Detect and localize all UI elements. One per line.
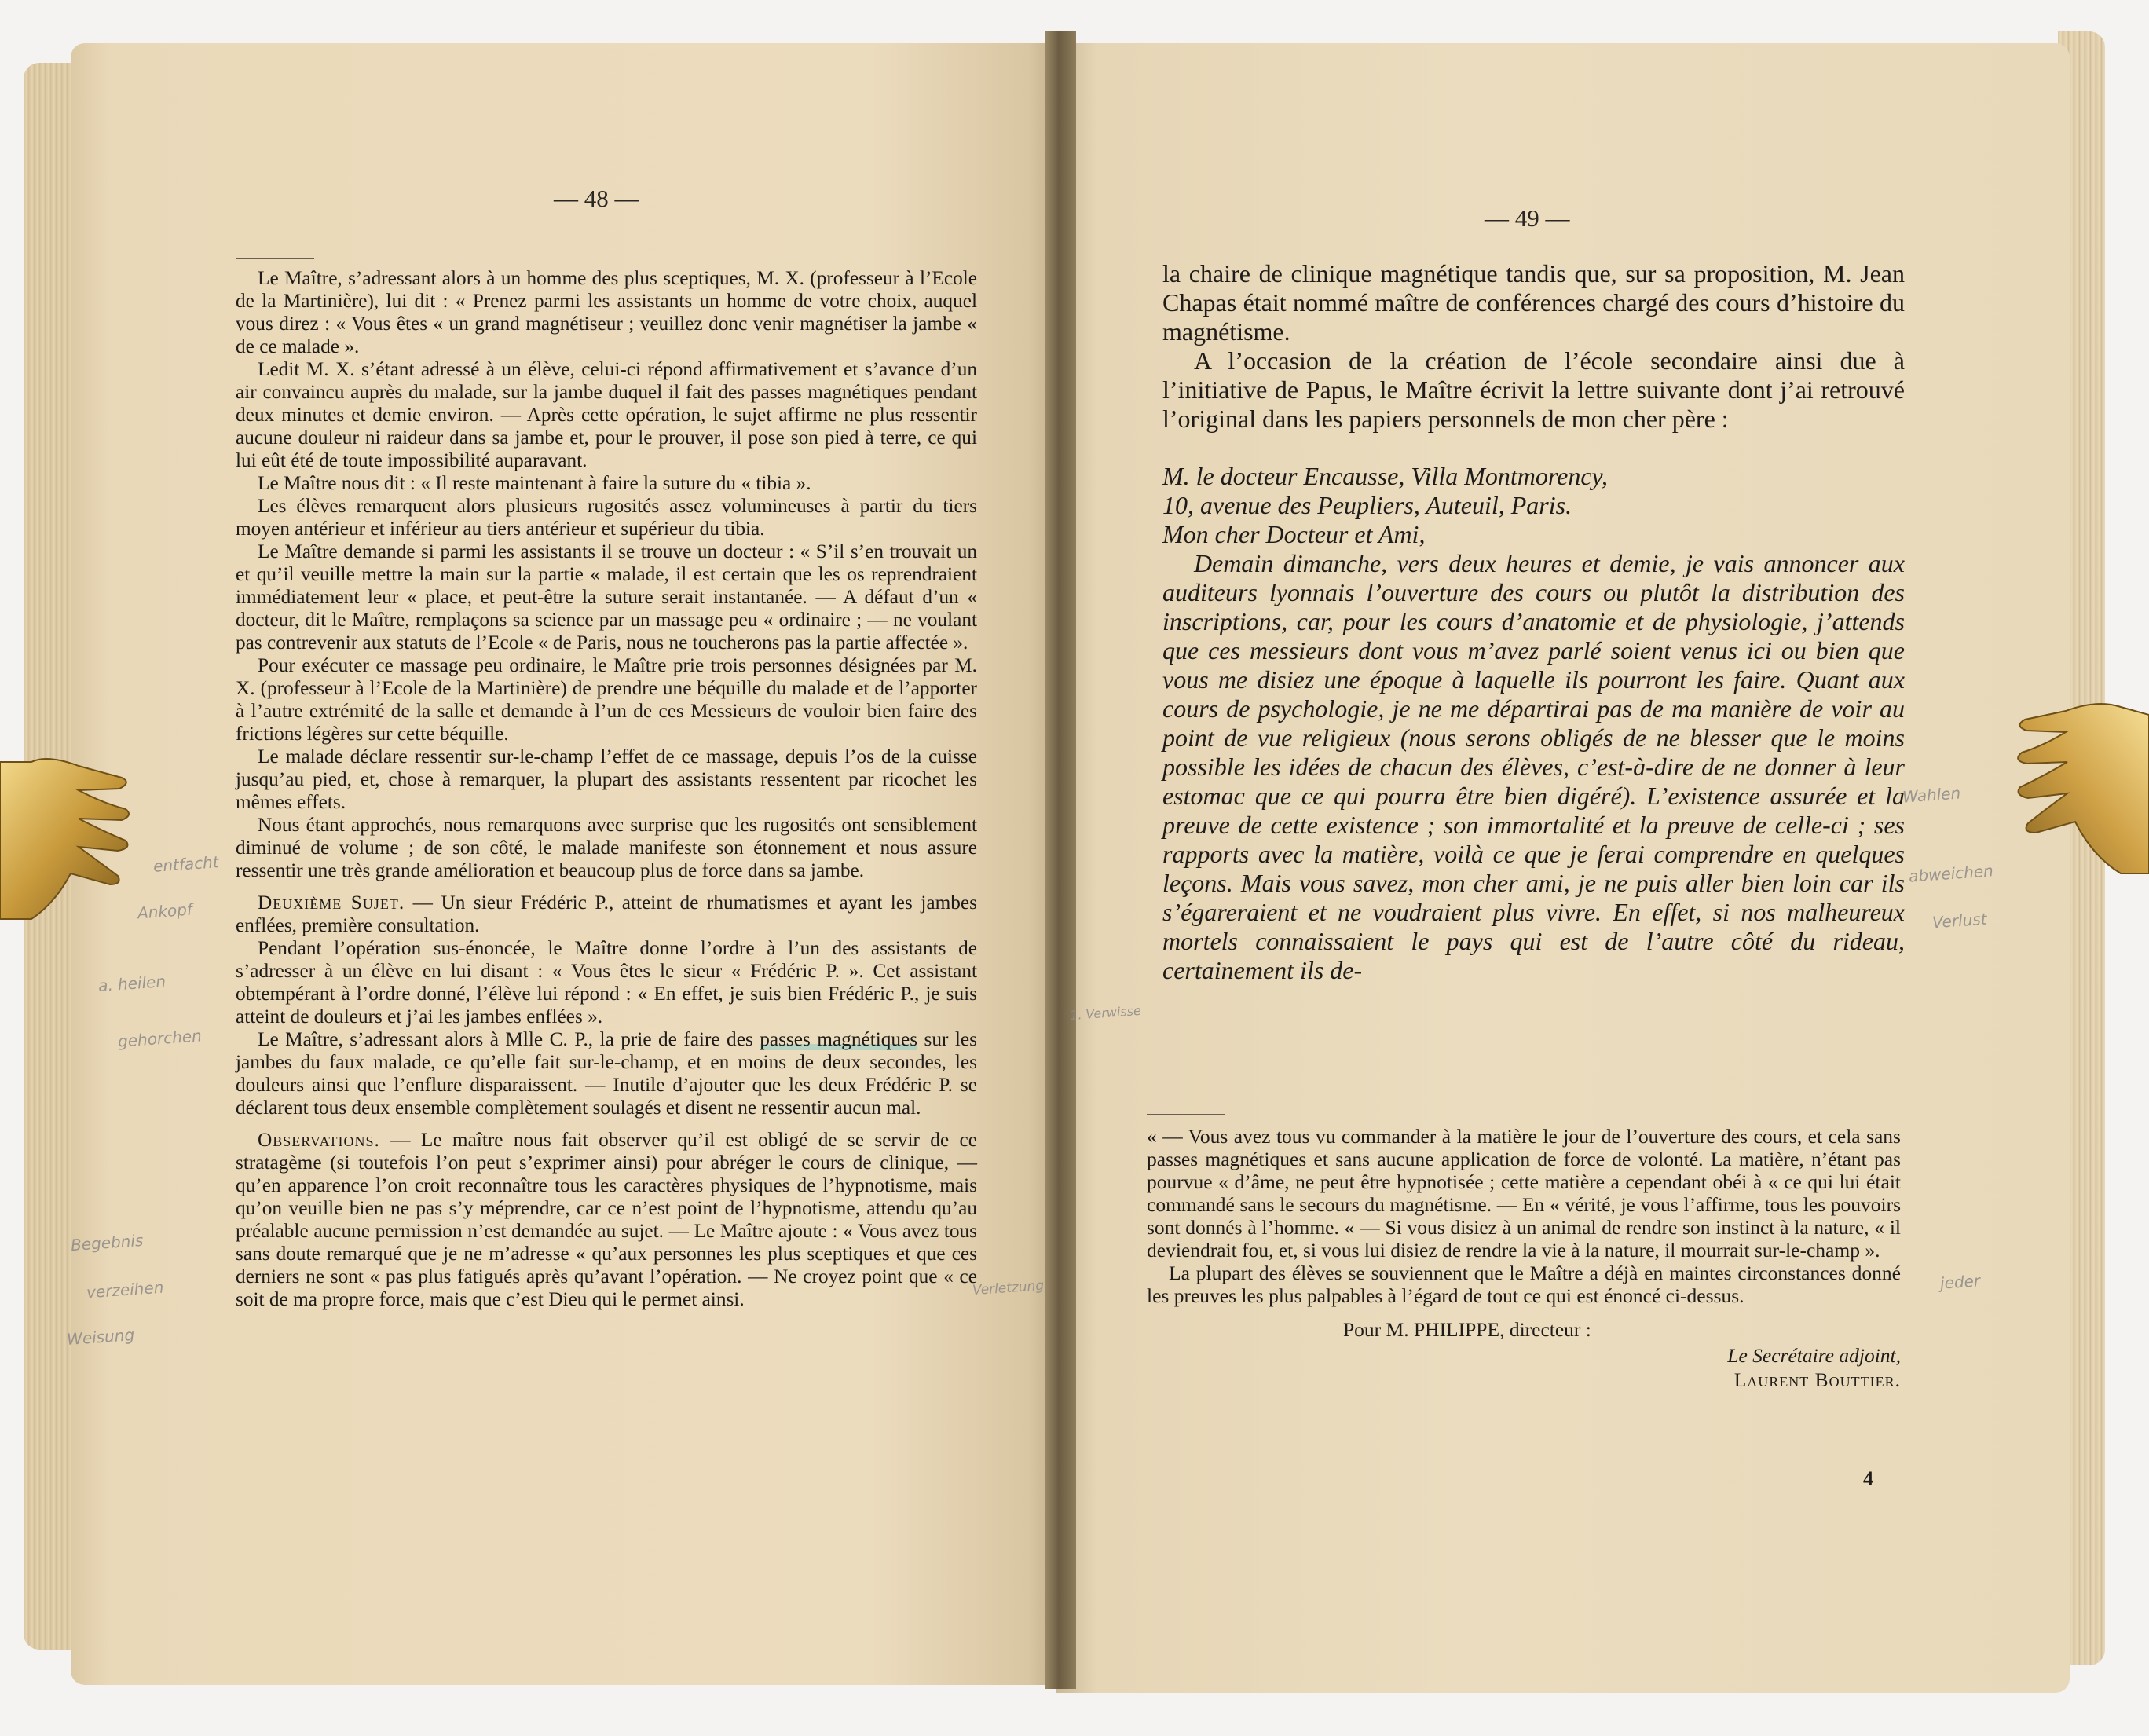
left-paragraph: Le Maître demande si parmi les assistants il se trouve un docteur : « S’il s’en trouvait un et qu’il veuille mettre la main sur la partie « malade, il est certain que les os reprendraient immédiatement leur « place, et peut-être la suture serait instantanée. — A défaut d’un « docteur, dit le Maître, remplaçons sa science par un massage peu « ordinaire ; — ne voulant pas contrevenir aux statuts de l’Ecole « de Paris, nous ne toucherons pas la partie affectée ».	[236, 540, 977, 654]
para-c-start: Le Maître, s’adressant alors à Mlle C. P., la prie de faire des	[258, 1028, 760, 1050]
second-subject-paragraph	[236, 892, 977, 937]
left-paragraph: Pendant l’opération sus-énoncée, le Maître donne l’ordre à l’un des assistants de s’adresser à un élève en lui disant : « Vous êtes le sieur « Frédéric P. ». Cet assistant obtempérant à l’ordre donné, l’élève lui répond : « En effet, je suis bien Frédéric P., je suis atteint de douleurs et j’ai les jambes enflées ».	[236, 937, 977, 1027]
observations-label: Observations.	[258, 1129, 380, 1151]
left-paragraph: Le malade déclare ressentir sur-le-champ l’effet de ce massage, depuis l’os de la cuisse jusqu’au pied, et, chose à remarquer, la plupart des assistants ressentent par ricochet les mêmes effets.	[236, 745, 977, 813]
pencil-note: verzeihen	[86, 1277, 165, 1302]
right-intro-2: A l’occasion de la création de l’école secondaire ainsi due à l’initiative de Papus, le Maître écrivit la lettre suivante dont j’ai retrouvé l’original dans les papiers personnels de mon cher père :	[1162, 346, 1905, 433]
observations-text: — Le maître nous fait observer qu’il est obligé de se servir de ce stratagème (si toutefois l’on peut s’exprimer ainsi) pour abréger le cours de clinique, — qu’en apparence l’on croit reconnaître tous les caractères physiques de l’hypnotisme, mais qu’on veuille bien ne pas s’y méprendre, car ce n’est point de l’hypnotisme, attendu qu’au préalable aucune permission n’est demandée au sujet. — Le Maître ajoute : « Vous avez tous sans doute remarqué que je ne m’adresse « qu’aux personnes les plus sceptiques et que ces derniers ne sont « pas plus fatigués après qu’avant l’opération. — Ne croyez point que « ce soit de ma propre force, mais que c’est Dieu qui le permet ainsi.	[236, 1129, 977, 1310]
signature-line: Pour M. PHILIPPE, directeur :	[1343, 1318, 1591, 1341]
right-page-body	[1162, 259, 1905, 985]
letter-address-line-2: 10, avenue des Peupliers, Auteuil, Paris.	[1162, 491, 1572, 519]
observations-paragraph	[236, 1129, 977, 1311]
pencil-note: a. heilen	[97, 972, 167, 995]
highlight-passes-magnetiques: passes magnétiques	[760, 1028, 918, 1050]
left-paragraph: Le Maître, s’adressant alors à un homme des plus sceptiques, M. X. (professeur à l’Ecole de la Martinière), lui dit : « Prenez parmi les assistants un homme de votre choix, auquel vous direz : « Vous êtes « un grand magnétiseur ; veuillez donc venir magnétiser la jambe « de ce malade ».	[236, 267, 977, 357]
letter-address-line-1: M. le docteur Encausse, Villa Montmorency,	[1162, 462, 1608, 490]
pencil-note: Begebnis	[70, 1230, 145, 1255]
left-paragraph: Le Maître nous dit : « Il reste maintenant à faire la suture du « tibia ».	[258, 472, 811, 494]
left-paragraph: Pour exécuter ce massage peu ordinaire, le Maître prie trois personnes désignées par M. X. (professeur à l’Ecole de la Martinière) de prendre une béquille du malade et de l’apporter à l’autre extrémité de la salle et demande à l’un de ces Messieurs de vouloir bien faire des frictions légères sur cette béquille.	[236, 654, 977, 745]
para-c-end: sur les jambes du faux malade, ce qu’elle fait sur-le-champ, et en moins de deux secondes, les douleurs ainsi que l’enflure disparaissent. — Inutile d’ajouter que les deux Frédéric P. se déclarent tous deux ensemble complètement soulagés et disent ne ressentir aucun mal.	[236, 1028, 977, 1119]
pencil-note: gehorchen	[117, 1026, 203, 1051]
second-subject-text: — Un sieur Frédéric P., atteint de rhumatismes et ayant les jambes enflées, première consultation.	[236, 892, 977, 936]
left-page-number: — 48 —	[554, 185, 639, 212]
letter-salutation: Mon cher Docteur et Ami,	[1162, 520, 1426, 548]
pencil-note: Verlust	[1931, 909, 1988, 932]
second-subject-label: Deuxième Sujet.	[258, 892, 405, 914]
left-paragraph: Ledit M. X. s’étant adressé à un élève, celui-ci répond affirmativement et s’avance d’un air convaincu auprès du malade, sur la jambe duquel il fait des passes magnétiques pendant deux minutes et demie environ. — Après cette opération, le sujet affirme ne plus ressentir aucune douleur ni raideur dans sa jambe et, pour le prouver, il pose son pied à terre, ce qui lui eût été de toute impossibilité auparavant.	[236, 358, 977, 471]
pencil-note: Wahlen	[1902, 783, 1961, 807]
pencil-note: Ankopf	[137, 899, 193, 923]
pencil-note: 1. Verwisse	[1069, 1002, 1142, 1024]
left-paragraph: Nous étant approchés, nous remarquons avec surprise que les rugosités ont sensiblement diminué de volume ; de son côté, le malade manifeste son étonnement et nous assure ressentir une très grande amélioration et beaucoup plus de force dans sa jambe.	[236, 814, 977, 881]
pencil-note: Weisung	[66, 1325, 135, 1349]
signature-mark: 4	[1863, 1467, 1873, 1490]
right-brass-hand-weight	[2011, 668, 2149, 919]
pencil-note: entfacht	[152, 852, 220, 876]
pencil-note: Verletzung	[972, 1277, 1045, 1299]
right-page-number: — 49 —	[1485, 204, 1570, 232]
pencil-note: abweichen	[1908, 861, 1994, 886]
left-top-rule	[236, 258, 314, 259]
footnote-rule	[1147, 1114, 1225, 1115]
left-paragraph: Les élèves remarquent alors plusieurs rugosités assez volumineuses à partir du tiers moyen antérieur et inférieur au tiers antérieur et supérieur du tibia.	[236, 495, 977, 540]
footnote-quote: « — Vous avez tous vu commander à la matière le jour de l’ouverture des cours, et cela sans passes magnétiques et sans aucune application de force de volonté. La matière, n’étant pas pourvue « d’âme, ne peut être hypnotisée ; cette matière a cependant obéi à « ce qui lui était commandé sans le secours du magnétisme. — En « vérité, je vous l’affirme, tous les pouvoirs sont donnés à l’homme. « — Si vous disiez à un animal de rendre son instinct à la nature, « il deviendrait fou, et, si vous lui disiez de rendre la vie à la nature, il mourrait sur-le-champ ».	[1147, 1125, 1901, 1262]
left-page-body	[236, 267, 977, 1311]
left-brass-hand-weight	[0, 731, 134, 966]
pencil-note: jeder	[1939, 1271, 1981, 1293]
footnote-conclusion: La plupart des élèves se souviennent que le Maître a déjà en maintes circonstances donné les preuves les plus palpables à l’égard de tout ce qui est énoncé ci-dessus.	[1147, 1262, 1901, 1307]
book-gutter	[1045, 31, 1076, 1689]
left-paragraph-highlighted	[236, 1028, 977, 1119]
signature-name: Laurent Bouttier.	[1733, 1368, 1901, 1391]
right-footnote	[1147, 1125, 1901, 1391]
right-intro-1: la chaire de clinique magnétique tandis que, sur sa proposition, M. Jean Chapas était nommé maître de conférences chargé des cours d’histoire du magnétisme.	[1162, 259, 1905, 346]
letter-body: Demain dimanche, vers deux heures et demie, je vais annoncer aux auditeurs lyonnais l’ouverture des cours ou plutôt la distribution des inscriptions, car, pour les cours d’anatomie et de physiologie, j’attends que ces messieurs dont vous m’avez parlé soient venus ici ou bien que vous me disiez une époque à laquelle ils pourront les faire. Quant aux cours de psychologie, je ne me départirai pas de ma manière de voir au point de vue religieux (nous serons obligés de ne blesser que le moins possible les idées de chacun des élèves, c’est-à-dire de ne donner à leur estomac que ce qui pourra être bien digéré). L’existence assurée et la preuve de cette existence ; son immortalité et la preuve de celle-ci ; ses rapports avec la matière, voilà ce que je ferai comprendre en quelques leçons. Mais vous savez, mon cher ami, je ne puis aller bien loin car ils s’égareraient et ne voudraient plus vivre. En effet, si nos malheureux mortels connaissaient le pays qui est de l’autre côté du rideau, certainement ils de-	[1162, 549, 1905, 984]
signature-role: Le Secrétaire adjoint,	[1727, 1344, 1901, 1367]
